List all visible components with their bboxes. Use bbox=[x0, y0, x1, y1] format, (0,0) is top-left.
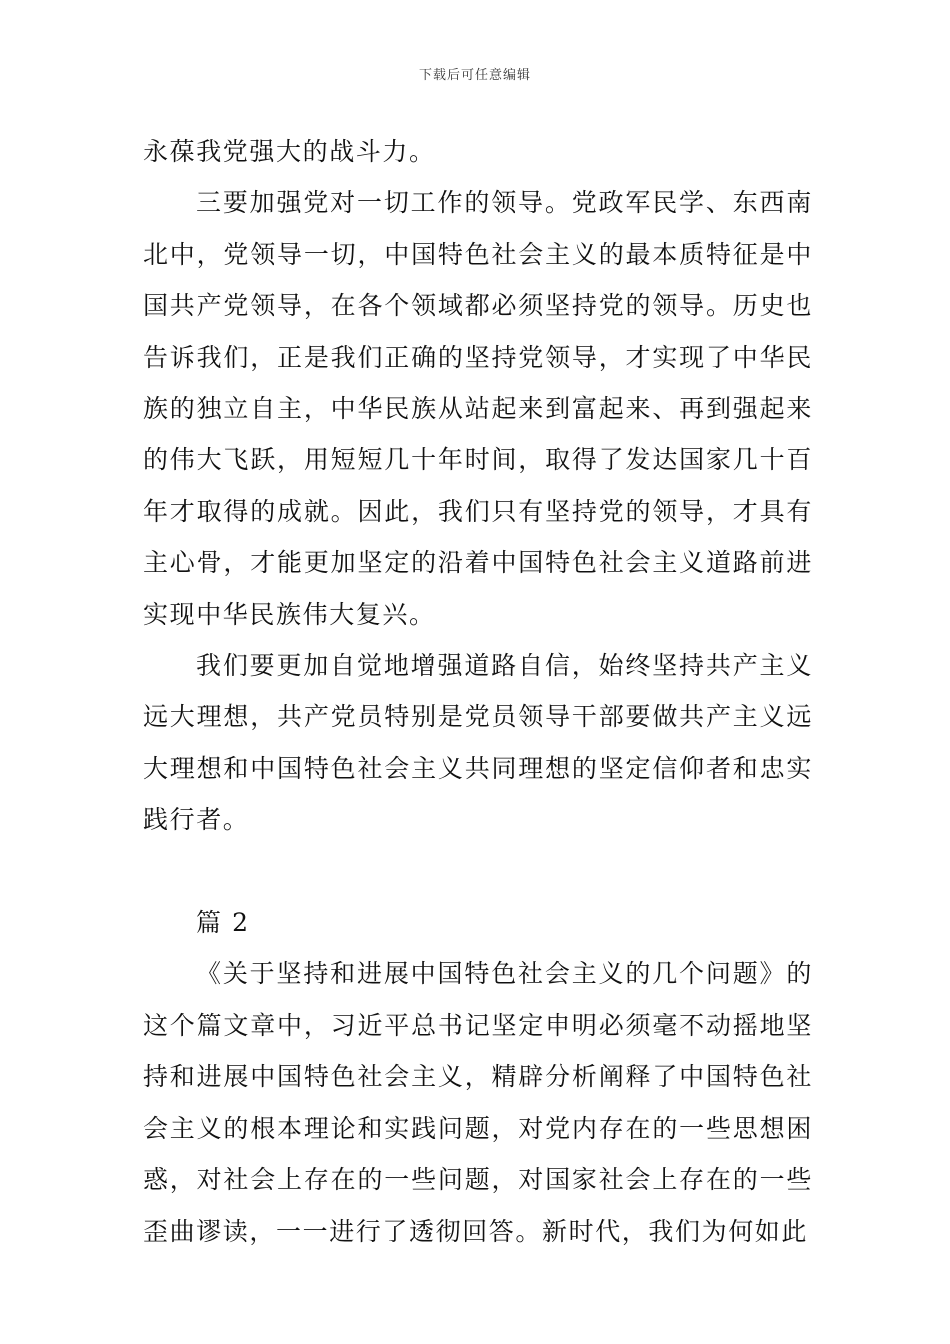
paragraph-article: 《关于坚持和进展中国特色社会主义的几个问题》的这个篇文章中，习近平总书记坚定申明必须毫不动摇地坚持和进展中国特色社会主义，精辟分析阐释了中国特色社会主义的根本理论和实践问题，对党内存在的一些思想困惑，对社会上存在的一些问题，对国家社会上存在的一些歪曲谬读，一一进行了透彻回答。新时代，我们为何如此 bbox=[143, 959, 813, 1246]
section-spacer bbox=[143, 846, 813, 897]
document-body bbox=[143, 126, 813, 1257]
page-header: 下载后可任意编辑 bbox=[418, 68, 531, 83]
paragraph-road-confidence: 我们要更加自觉地增强道路自信，始终坚持共产主义远大理想，共产党员特别是党员领导干部要做共产主义远大理想和中国特色社会主义共同理想的坚定信仰者和忠实践行者。 bbox=[143, 651, 813, 835]
paragraph-party-leadership: 三要加强党对一切工作的领导。党政军民学、东西南北中，党领导一切，中国特色社会主义的最本质特征是中国共产党领导，在各个领域都必须坚持党的领导。历史也告诉我们，正是我们正确的坚持党领导，才实现了中华民族的独立自主，中华民族从站起来到富起来、再到强起来的伟大飞跃，用短短几十年时间，取得了发达国家几十百年才取得的成就。因此，我们只有坚持党的领导，才具有主心骨，才能更加坚定的沿着中国特色社会主义道路前进实现中华民族伟大复兴。 bbox=[143, 188, 813, 629]
paragraph-continuation: 永葆我党强大的战斗力。 bbox=[143, 137, 436, 166]
section-heading: 篇 2 bbox=[196, 908, 250, 938]
